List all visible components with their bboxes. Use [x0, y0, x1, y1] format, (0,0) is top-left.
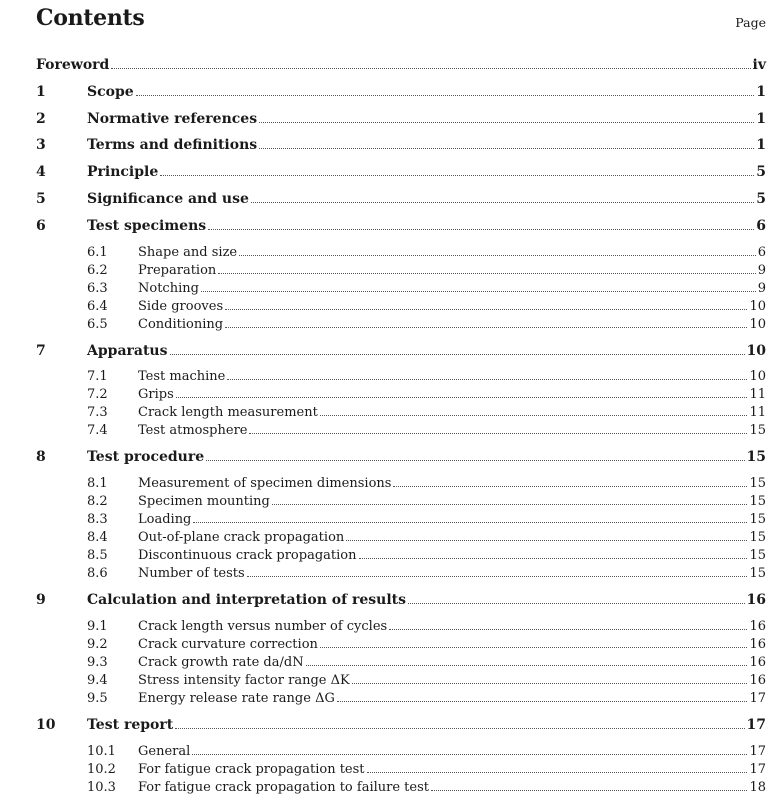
toc-subentry-title[interactable]: Crack length versus number of cycles — [138, 618, 388, 634]
toc-entry-page: 1 — [756, 137, 766, 154]
dot-leader — [337, 701, 748, 702]
toc-entry-number: 4 — [36, 164, 46, 181]
toc-subentry[interactable] — [36, 691, 766, 709]
toc-subentry-page: 16 — [749, 654, 766, 670]
toc-entry[interactable] — [36, 57, 766, 84]
toc-subentry-page: 15 — [749, 423, 766, 439]
toc-entry[interactable] — [36, 343, 766, 370]
toc-subentry[interactable] — [36, 744, 766, 762]
toc-subentry-number: 8.2 — [87, 494, 108, 510]
dot-leader — [352, 683, 748, 684]
toc-subentry-number: 9.1 — [87, 618, 108, 634]
toc-subentry-title[interactable]: Stress intensity factor range ΔK — [138, 672, 350, 688]
toc-subentry[interactable] — [36, 281, 766, 299]
page-title: Contents — [36, 5, 145, 31]
toc-entry-title[interactable]: Significance and use — [87, 190, 249, 207]
page-column-label: Page — [735, 15, 766, 30]
toc-subentry-page: 16 — [749, 672, 766, 688]
toc-subentry[interactable] — [36, 780, 766, 798]
toc-entry-page: 15 — [746, 449, 766, 466]
toc-subentry-title[interactable]: Crack growth rate da/dN — [138, 654, 304, 670]
dot-leader — [136, 95, 755, 96]
toc-subentry-number: 7.2 — [87, 387, 108, 403]
toc-section — [36, 343, 766, 442]
table-of-contents — [36, 57, 766, 806]
toc-entry-number: 10 — [36, 716, 56, 733]
toc-entry-title[interactable]: Test procedure — [87, 449, 205, 466]
toc-subentry-page: 17 — [749, 690, 766, 706]
toc-subentry[interactable] — [36, 423, 766, 441]
toc-subentry-title[interactable]: Shape and size — [138, 244, 238, 260]
toc-subentry[interactable] — [36, 476, 766, 494]
dot-leader — [225, 309, 747, 310]
toc-entry-number: 9 — [36, 592, 46, 609]
toc-subentry-page: 15 — [749, 566, 766, 582]
toc-subentry-number: 9.4 — [87, 672, 108, 688]
toc-subentry[interactable] — [36, 512, 766, 530]
dot-leader — [431, 790, 747, 791]
toc-entry[interactable] — [36, 191, 766, 218]
toc-subentry-page: 17 — [749, 743, 766, 759]
toc-entry-number: 1 — [36, 83, 46, 100]
toc-subentry-number: 9.3 — [87, 654, 108, 670]
toc-subentry-title[interactable]: Energy release rate range ΔG — [138, 690, 335, 706]
toc-subentry-page: 15 — [749, 476, 766, 492]
toc-subentry-title[interactable]: Conditioning — [138, 316, 224, 332]
toc-subentry-title[interactable]: Notching — [138, 280, 199, 296]
toc-subentry-page: 10 — [749, 369, 766, 385]
toc-subentry-title[interactable]: For fatigue crack propagation test — [138, 761, 365, 777]
toc-subentry-number: 6.1 — [87, 244, 108, 260]
toc-subentry-page: 16 — [749, 618, 766, 634]
toc-entry[interactable] — [36, 137, 766, 164]
toc-subentry-number: 8.6 — [87, 566, 108, 582]
toc-subentry[interactable] — [36, 299, 766, 317]
toc-subentry-number: 6.4 — [87, 298, 108, 314]
toc-subentry-title[interactable]: Crack curvature correction — [138, 636, 318, 652]
toc-subentry-number: 8.1 — [87, 476, 108, 492]
toc-subentry-title[interactable]: Test atmosphere — [138, 423, 248, 439]
toc-entry-number: 7 — [36, 342, 46, 359]
toc-entry-number: 6 — [36, 217, 46, 234]
toc-entry-number: 8 — [36, 449, 46, 466]
toc-subentry-number: 8.5 — [87, 548, 108, 564]
toc-subentry-number: 10.3 — [87, 779, 116, 795]
toc-subentry-page: 18 — [749, 779, 766, 795]
toc-entry-title[interactable]: Normative references — [87, 110, 258, 127]
toc-subentry[interactable] — [36, 619, 766, 637]
toc-subentry-title[interactable]: Discontinuous crack propagation — [138, 548, 357, 564]
dot-leader — [192, 754, 747, 755]
dot-leader — [272, 504, 748, 505]
toc-entry-number: 3 — [36, 137, 46, 154]
toc-subentry-title[interactable]: Out-of-plane crack propagation — [138, 530, 345, 546]
toc-entry-title[interactable]: Foreword — [36, 57, 110, 73]
dot-leader — [225, 327, 747, 328]
toc-subentry[interactable] — [36, 655, 766, 673]
toc-entry[interactable] — [36, 218, 766, 245]
toc-subentry-number: 9.2 — [87, 636, 108, 652]
toc-subentry-number: 6.5 — [87, 316, 108, 332]
toc-subentry-page: 9 — [757, 262, 766, 278]
toc-entry-page: 10 — [746, 342, 766, 359]
dot-leader — [218, 273, 755, 274]
toc-subentry-number: 10.2 — [87, 761, 116, 777]
dot-leader — [160, 175, 754, 176]
toc-section — [36, 84, 766, 111]
toc-subentry-number: 10.1 — [87, 743, 116, 759]
dot-leader — [359, 558, 748, 559]
toc-subentry-number: 9.5 — [87, 690, 108, 706]
toc-subentry[interactable] — [36, 637, 766, 655]
toc-entry[interactable] — [36, 164, 766, 191]
toc-section — [36, 191, 766, 218]
page-header — [36, 5, 766, 35]
toc-subentry-number: 7.4 — [87, 423, 108, 439]
toc-subentry-title[interactable]: Number of tests — [138, 566, 245, 582]
toc-entry[interactable] — [36, 449, 766, 476]
toc-entry[interactable] — [36, 717, 766, 744]
dot-leader — [193, 522, 747, 523]
toc-subentry[interactable] — [36, 317, 766, 335]
toc-entry-page: iv — [752, 57, 766, 73]
toc-entry-number: 2 — [36, 110, 46, 127]
toc-subentry-title[interactable]: Crack length measurement — [138, 405, 318, 421]
dot-leader — [408, 603, 745, 604]
toc-subentry[interactable] — [36, 673, 766, 691]
toc-subentry-page: 9 — [757, 280, 766, 296]
toc-entry[interactable] — [36, 84, 766, 111]
dot-leader — [239, 255, 756, 256]
dot-leader — [206, 460, 744, 461]
toc-subentry[interactable] — [36, 245, 766, 263]
toc-subentry-title[interactable]: Preparation — [138, 262, 217, 278]
toc-section — [36, 449, 766, 584]
toc-subentry-page: 15 — [749, 512, 766, 528]
toc-subentry-page: 17 — [749, 761, 766, 777]
toc-subentry-number: 7.1 — [87, 369, 108, 385]
toc-section — [36, 137, 766, 164]
toc-subentry-number: 8.3 — [87, 512, 108, 528]
dot-leader — [259, 122, 754, 123]
dot-leader — [346, 540, 747, 541]
toc-entry-number: 5 — [36, 190, 46, 207]
toc-entry[interactable] — [36, 592, 766, 619]
toc-entry-title[interactable]: Test report — [87, 716, 174, 733]
toc-entry-title[interactable]: Principle — [87, 164, 159, 181]
toc-entry-page: 1 — [756, 110, 766, 127]
dot-leader — [227, 379, 747, 380]
dot-leader — [389, 629, 747, 630]
toc-subentry-page: 6 — [757, 244, 766, 260]
toc-entry-page: 6 — [756, 217, 766, 234]
dot-leader — [111, 68, 750, 69]
toc-subentry-page: 15 — [749, 548, 766, 564]
toc-subentry[interactable] — [36, 263, 766, 281]
toc-subentry-title[interactable]: Grips — [138, 387, 174, 403]
toc-subentry-title[interactable]: Measurement of specimen dimensions — [138, 476, 392, 492]
toc-entry-page: 1 — [756, 83, 766, 100]
toc-section — [36, 717, 766, 798]
toc-subentry-page: 15 — [749, 494, 766, 510]
toc-subentry-title[interactable]: Test machine — [138, 369, 226, 385]
toc-subentry-page: 15 — [749, 530, 766, 546]
toc-entry[interactable] — [36, 111, 766, 138]
toc-entry-page: 17 — [746, 716, 766, 733]
toc-subentry[interactable] — [36, 548, 766, 566]
dot-leader — [208, 229, 754, 230]
toc-section — [36, 218, 766, 335]
toc-entry-title[interactable]: Apparatus — [87, 342, 168, 359]
dot-leader — [170, 354, 745, 355]
toc-entry-title[interactable]: Calculation and interpretation of results — [87, 592, 406, 609]
dot-leader — [251, 202, 754, 203]
toc-entry-page: 5 — [756, 190, 766, 207]
toc-subentry-page: 16 — [749, 636, 766, 652]
toc-section — [36, 111, 766, 138]
toc-subentry-number: 6.3 — [87, 280, 108, 296]
toc-subentry[interactable] — [36, 762, 766, 780]
toc-entry-title[interactable]: Scope — [87, 83, 134, 100]
toc-subentry[interactable] — [36, 530, 766, 548]
toc-section — [36, 164, 766, 191]
dot-leader — [201, 291, 756, 292]
toc-entry-title[interactable]: Terms and definitions — [87, 137, 258, 154]
dot-leader — [393, 486, 747, 487]
toc-subentry[interactable] — [36, 566, 766, 584]
toc-subentry-title[interactable]: Side grooves — [138, 298, 224, 314]
toc-subentry-number: 7.3 — [87, 405, 108, 421]
toc-subentry-number: 6.2 — [87, 262, 108, 278]
toc-subentry[interactable] — [36, 405, 766, 423]
toc-subentry-title[interactable]: For fatigue crack propagation to failure test — [138, 779, 429, 795]
dot-leader — [175, 728, 744, 729]
toc-entry-page: 5 — [756, 164, 766, 181]
toc-entry-page: 16 — [746, 592, 766, 609]
dot-leader — [247, 576, 748, 577]
dot-leader — [306, 665, 748, 666]
toc-entry-title[interactable]: Test specimens — [87, 217, 207, 234]
dot-leader — [249, 433, 747, 434]
toc-section — [36, 57, 766, 84]
dot-leader — [176, 397, 748, 398]
toc-subentry-page: 10 — [749, 298, 766, 314]
toc-subentry-number: 8.4 — [87, 530, 108, 546]
dot-leader — [320, 415, 748, 416]
toc-subentry[interactable] — [36, 387, 766, 405]
toc-subentry-page: 11 — [749, 387, 766, 403]
toc-subentry-title[interactable]: General — [138, 743, 191, 759]
dot-leader — [259, 148, 754, 149]
dot-leader — [367, 772, 748, 773]
toc-subentry[interactable] — [36, 494, 766, 512]
toc-subentry-title[interactable]: Specimen mounting — [138, 494, 270, 510]
toc-subentry-page: 10 — [749, 316, 766, 332]
toc-subentry-title[interactable]: Loading — [138, 512, 192, 528]
toc-subentry-page: 11 — [749, 405, 766, 421]
toc-subentry[interactable] — [36, 369, 766, 387]
toc-section — [36, 592, 766, 709]
dot-leader — [320, 647, 748, 648]
